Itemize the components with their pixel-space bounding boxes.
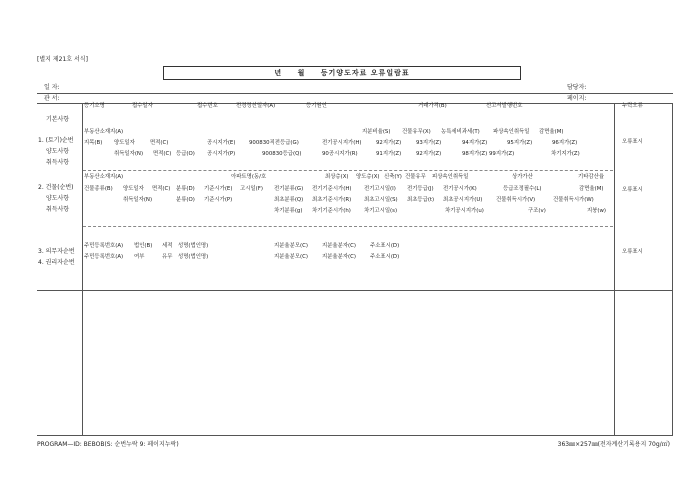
col-error: 누락오류	[622, 103, 643, 109]
bldg-next-class: 차기분류(g)	[274, 208, 303, 214]
bldg-prev-grade: 전기등급(J)	[407, 186, 434, 192]
bldg-acq-market-w: 건물취득시가(W)	[553, 197, 594, 203]
bldg-apt-name: 아파트명(동/호	[231, 174, 267, 180]
col-rule-right	[672, 103, 673, 435]
right-resident-no: 주민등록번호(A)	[84, 254, 124, 260]
bldg-roof: 지붕(w)	[587, 208, 607, 214]
bldg-transfer-date: 양도일자	[123, 186, 144, 192]
land-acquire-date: 취득일자(N)	[114, 151, 144, 157]
land-acq-grade-900830: 900830등급(Q)	[262, 151, 302, 157]
land-price-92b: 92지가(Z)	[416, 151, 442, 157]
bldg-prev-class: 전기분류(G)	[274, 186, 304, 192]
bldg-prev-std-price: 전기기준시가(H)	[312, 186, 352, 192]
land-area: 면적(C)	[150, 140, 169, 146]
land-price-94: 94지가(Z)	[462, 140, 488, 146]
bldg-structure: 구조(v)	[528, 208, 546, 214]
land-acq-area: 면적(C)	[153, 151, 172, 157]
bottom-rule	[37, 435, 673, 436]
duty-tax-reg: 세적	[162, 243, 173, 249]
right-share-den: 지분율분모(C)	[274, 254, 309, 260]
form-number: [별지 제21호 서식]	[37, 56, 88, 63]
bldg-acq-std-price: 기준시가(P)	[204, 197, 233, 203]
land-price-92: 92지가(Z)	[376, 140, 402, 146]
col-receipt-no: 접수번호	[197, 103, 218, 109]
land-reduction: 감면율(M)	[539, 129, 564, 135]
bldg-notice-date: 고시일(F)	[240, 186, 263, 192]
duty-address: 주소표시(D)	[370, 243, 400, 249]
bldg-acquire-date: 취득일자(N)	[123, 197, 153, 203]
col-rule-label	[82, 103, 83, 435]
section-bldg-label-1: 2. 건물(순번)	[38, 184, 74, 191]
col-report-no: 신고서발행번호	[486, 103, 523, 109]
bldg-inherit-date: 피상속인취득일	[432, 174, 469, 180]
land-grade-900830: 900830직전등급(G)	[249, 140, 299, 146]
date-label: 일 자:	[44, 84, 60, 91]
section-land-label-3: 취득사항	[46, 159, 70, 166]
land-price-90: 90공시지가(R)	[322, 151, 358, 157]
land-bldg-exists: 건물유무(X)	[402, 129, 431, 135]
section-bldg-label-3: 취득사항	[46, 206, 70, 213]
bldg-area: 면적(C)	[152, 186, 171, 192]
duty-share-den: 지분율분모(C)	[274, 243, 309, 249]
land-price-95: 95지가(Z)	[507, 140, 533, 146]
bldg-acq-class: 분류(O)	[176, 197, 195, 203]
page-label: 페이지:	[567, 95, 587, 102]
bldg-first-grade: 최초등급(t)	[407, 197, 435, 203]
col-reg-office: 등기소명	[84, 103, 105, 109]
section-divider-1	[83, 170, 613, 171]
bldg-shop-add: 상가가산	[512, 174, 533, 180]
form-title	[163, 66, 521, 80]
land-inherit-date: 파상속인취득일	[493, 129, 530, 135]
bldg-next-notice: 차기고시일(s)	[364, 208, 398, 214]
bldg-std-price: 기준시가(E)	[204, 186, 233, 192]
bldg-prev-notice: 전기고시일(I)	[364, 186, 396, 192]
officer-label: 담당자:	[567, 84, 587, 91]
bldg-type: 건물종류(B)	[84, 186, 113, 192]
bldg-first-class: 최초분류(Q)	[274, 197, 304, 203]
land-price-96: 96지가(Z)	[552, 140, 578, 146]
land-official-price: 공시지가(E)	[207, 140, 236, 146]
bldg-grade-adjust: 등급조정필수(L)	[503, 186, 542, 192]
duty-share-num: 지분율분자(C)	[322, 243, 357, 249]
section-land-label-1: 1. (토기)순번	[38, 137, 74, 144]
right-share-num: 지분율분자(C)	[322, 254, 357, 260]
section-bldg-error: 오류표시	[622, 187, 643, 193]
land-share-ratio: 지분비율(S)	[362, 129, 391, 135]
bldg-top-floor: 최상층(X)	[325, 174, 349, 180]
bldg-next-std-price: 차기기준시가(h)	[312, 208, 351, 214]
section-basic-label: 기본사항	[46, 116, 70, 123]
right-address: 주소표시(D)	[370, 254, 400, 260]
bldg-new-build: 신축(Y)	[384, 174, 402, 180]
col-receipt-date: 접수일자	[132, 103, 153, 109]
land-transfer-date: 양도일자	[114, 140, 135, 146]
land-prev-price: 전기공시지가(H)	[322, 140, 362, 146]
bldg-first-official: 최초공시지가(U)	[443, 197, 483, 203]
title-month: 월	[297, 69, 306, 77]
land-next-price: 차기지가(Z)	[551, 151, 580, 157]
land-category: 지목(B)	[84, 140, 103, 146]
duty-corp: 법인(B)	[134, 243, 153, 249]
bldg-location: 부동산소재지(A)	[84, 174, 124, 180]
right-name: 성명(법인명)	[178, 254, 209, 260]
bldg-next-official: 차기공시지가(u)	[445, 208, 484, 214]
duty-name: 성명(법인명)	[178, 243, 209, 249]
bldg-first-notice: 최초고시일(S)	[364, 197, 398, 203]
land-tax-exempt: 농특세비과세(T)	[441, 129, 480, 135]
bldg-first-std-price: 최초기준시가(R)	[312, 197, 352, 203]
bldg-prev-official: 전기공시가(K)	[443, 186, 477, 192]
title-year: 년	[274, 69, 283, 77]
section-bldg-label-2: 양도사항	[46, 195, 70, 202]
duty-resident-no: 주민등록번호(A)	[84, 243, 124, 249]
land-location: 부동산소재지(A)	[84, 129, 124, 135]
land-price-91: 91지가(Z)	[376, 151, 402, 157]
land-price-93: 93지가(Z)	[416, 140, 442, 146]
bldg-reduction: 감면율(M)	[579, 186, 604, 192]
col-transfer-date: 전경정신일자(A)	[236, 103, 276, 109]
bldg-other-reduce: 기타감산율	[578, 174, 605, 180]
bldg-exists: 건물유무	[405, 174, 426, 180]
section-duty-label: 3. 의무자순번	[38, 248, 75, 255]
col-rule-error	[614, 103, 615, 435]
header-rule-1	[37, 93, 673, 94]
section-party-error: 오류표시	[622, 249, 643, 255]
section-land-error: 오류표시	[622, 139, 643, 145]
footer-program-id: PROGRAM—ID: BEBOB(S: 순번누락 9: 페이지누락)	[37, 441, 179, 448]
col-reg-cause: 등기원인	[306, 103, 327, 109]
land-acq-grade: 등급(O)	[176, 151, 195, 157]
section-divider-2	[83, 226, 613, 227]
land-price-99: 99지가(Z)	[489, 151, 515, 157]
land-acq-price: 공시지가(P)	[207, 151, 236, 157]
section-land-label-2: 양도사항	[46, 148, 70, 155]
title-text: 등기양도자료 오류일람표	[320, 69, 410, 77]
footer-paper-spec: 363㎜×257㎜(전자계산기록용지 70g/㎡)	[557, 441, 670, 448]
right-flag: 여부	[134, 254, 145, 260]
section-divider-3	[37, 290, 673, 291]
bldg-class: 분류(D)	[176, 186, 195, 192]
section-right-label: 4. 권리자순번	[38, 259, 75, 266]
office-label: 관 서:	[44, 95, 60, 102]
land-price-98: 98지가(Z)	[462, 151, 488, 157]
right-exists: 유무	[162, 254, 173, 260]
col-price: 거래가격(B)	[418, 103, 447, 109]
bldg-acq-market-v: 건물취득시가(V)	[496, 197, 536, 203]
bldg-transfer-floor: 양도층(X)	[356, 174, 380, 180]
